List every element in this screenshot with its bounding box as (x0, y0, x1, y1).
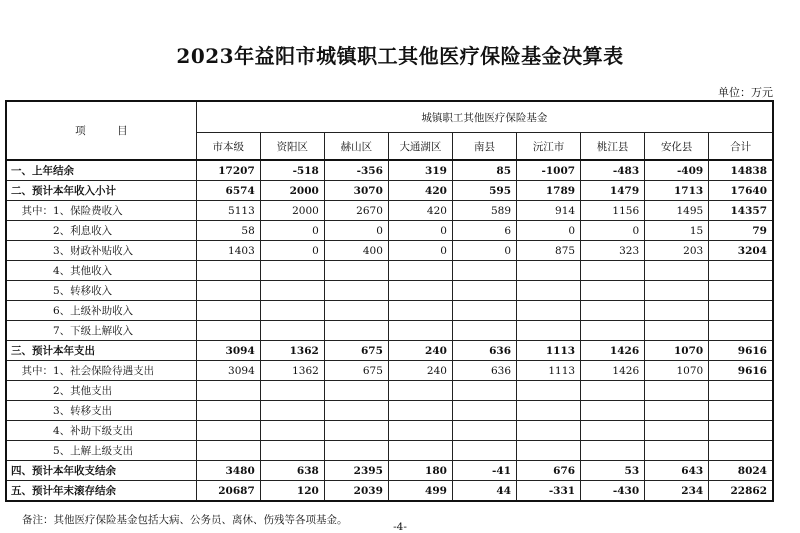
table-row (6, 281, 773, 301)
header-row-fund (6, 101, 773, 133)
value-cell (324, 441, 388, 461)
value-cell (260, 301, 324, 321)
value-cell: 6574 (196, 181, 260, 201)
row-label: 3、转移支出 (6, 401, 196, 421)
value-cell: 2039 (324, 481, 388, 502)
row-label: 3、财政补贴收入 (6, 241, 196, 261)
value-cell (645, 321, 709, 341)
value-cell: 2000 (260, 181, 324, 201)
value-cell: 2670 (324, 201, 388, 221)
value-cell (581, 281, 645, 301)
value-cell (452, 441, 516, 461)
value-cell (388, 401, 452, 421)
row-label: 6、上级补助收入 (6, 301, 196, 321)
value-cell: 1713 (645, 181, 709, 201)
value-cell: 0 (388, 241, 452, 261)
value-cell (196, 401, 260, 421)
value-cell (388, 381, 452, 401)
value-cell: 0 (324, 221, 388, 241)
value-cell: 0 (260, 221, 324, 241)
value-cell: 1113 (517, 361, 581, 381)
value-cell (388, 421, 452, 441)
value-cell: 17640 (709, 181, 773, 201)
value-cell (709, 321, 773, 341)
value-cell: 638 (260, 461, 324, 481)
value-cell: 9616 (709, 341, 773, 361)
value-cell: -41 (452, 461, 516, 481)
column-header: 桃江县 (581, 133, 645, 161)
value-cell: 636 (452, 341, 516, 361)
value-cell (517, 421, 581, 441)
fund-table (5, 100, 774, 502)
value-cell: -1007 (517, 160, 581, 181)
value-cell (517, 321, 581, 341)
fund-header: 城镇职工其他医疗保险基金 (196, 101, 773, 133)
value-cell: 589 (452, 201, 516, 221)
value-cell (517, 401, 581, 421)
value-cell: 240 (388, 341, 452, 361)
value-cell: 499 (388, 481, 452, 502)
row-label: 5、转移收入 (6, 281, 196, 301)
value-cell: 1362 (260, 361, 324, 381)
value-cell (709, 281, 773, 301)
value-cell (645, 441, 709, 461)
value-cell: 0 (452, 241, 516, 261)
value-cell (452, 261, 516, 281)
value-cell (260, 441, 324, 461)
value-cell (388, 281, 452, 301)
value-cell (709, 301, 773, 321)
value-cell (581, 381, 645, 401)
value-cell (260, 281, 324, 301)
table-row (6, 401, 773, 421)
row-label: 五、预计年末滚存结余 (6, 481, 196, 502)
value-cell: 875 (517, 241, 581, 261)
table-row (6, 301, 773, 321)
value-cell (196, 301, 260, 321)
value-cell: 15 (645, 221, 709, 241)
value-cell (196, 381, 260, 401)
column-header: 安化县 (645, 133, 709, 161)
value-cell: 2000 (260, 201, 324, 221)
column-header: 资阳区 (260, 133, 324, 161)
value-cell (517, 301, 581, 321)
value-cell (260, 421, 324, 441)
value-cell: 1070 (645, 341, 709, 361)
value-cell: 58 (196, 221, 260, 241)
value-cell (709, 441, 773, 461)
table-row (6, 201, 773, 221)
value-cell: 14357 (709, 201, 773, 221)
value-cell: -409 (645, 160, 709, 181)
value-cell: 1403 (196, 241, 260, 261)
unit-label: 单位：万元 (718, 86, 773, 99)
value-cell (645, 301, 709, 321)
row-label: 2、利息收入 (6, 221, 196, 241)
value-cell (645, 261, 709, 281)
value-cell: 1070 (645, 361, 709, 381)
row-label: 5、上解上级支出 (6, 441, 196, 461)
value-cell: 20687 (196, 481, 260, 502)
value-cell: 1495 (645, 201, 709, 221)
value-cell: 676 (517, 461, 581, 481)
table-row (6, 461, 773, 481)
value-cell: 400 (324, 241, 388, 261)
value-cell: -518 (260, 160, 324, 181)
column-header: 市本级 (196, 133, 260, 161)
value-cell: 14838 (709, 160, 773, 181)
value-cell: 3094 (196, 341, 260, 361)
value-cell: 1426 (581, 341, 645, 361)
value-cell (645, 421, 709, 441)
value-cell: 420 (388, 201, 452, 221)
value-cell: 44 (452, 481, 516, 502)
value-cell (196, 261, 260, 281)
value-cell (260, 401, 324, 421)
value-cell (709, 381, 773, 401)
value-cell (517, 441, 581, 461)
value-cell: 53 (581, 461, 645, 481)
table-row (6, 181, 773, 201)
row-label: 三、预计本年支出 (6, 341, 196, 361)
value-cell (452, 421, 516, 441)
table-row (6, 361, 773, 381)
value-cell (260, 261, 324, 281)
value-cell: 0 (581, 221, 645, 241)
value-cell: 8024 (709, 461, 773, 481)
value-cell (581, 301, 645, 321)
value-cell: 3204 (709, 241, 773, 261)
value-cell (645, 381, 709, 401)
value-cell: 1156 (581, 201, 645, 221)
row-label: 7、下级上解收入 (6, 321, 196, 341)
value-cell (324, 321, 388, 341)
value-cell (324, 301, 388, 321)
value-cell (581, 421, 645, 441)
value-cell: -483 (581, 160, 645, 181)
value-cell (645, 281, 709, 301)
row-label: 二、预计本年收入小计 (6, 181, 196, 201)
value-cell: 636 (452, 361, 516, 381)
value-cell (452, 281, 516, 301)
value-cell (260, 321, 324, 341)
value-cell (324, 381, 388, 401)
table-row (6, 221, 773, 241)
table-row (6, 321, 773, 341)
table-row (6, 241, 773, 261)
value-cell (196, 281, 260, 301)
row-label: 四、预计本年收支结余 (6, 461, 196, 481)
value-cell: 0 (517, 221, 581, 241)
value-cell: 2395 (324, 461, 388, 481)
row-label: 4、补助下级支出 (6, 421, 196, 441)
value-cell (581, 321, 645, 341)
value-cell (517, 281, 581, 301)
row-label: 一、上年结余 (6, 160, 196, 181)
value-cell: -356 (324, 160, 388, 181)
value-cell: -331 (517, 481, 581, 502)
value-cell: 1113 (517, 341, 581, 361)
row-label: 4、其他收入 (6, 261, 196, 281)
row-label: 其中：1、社会保险待遇支出 (6, 361, 196, 381)
table-row (6, 341, 773, 361)
value-cell: 240 (388, 361, 452, 381)
column-header: 合计 (709, 133, 773, 161)
table-row (6, 441, 773, 461)
value-cell (196, 421, 260, 441)
value-cell (388, 301, 452, 321)
value-cell (196, 321, 260, 341)
value-cell: 5113 (196, 201, 260, 221)
value-cell: 420 (388, 181, 452, 201)
value-cell (709, 261, 773, 281)
item-column-header: 项 目 (6, 101, 196, 160)
value-cell (324, 261, 388, 281)
value-cell (388, 261, 452, 281)
value-cell: 1789 (517, 181, 581, 201)
value-cell (709, 421, 773, 441)
value-cell: 9616 (709, 361, 773, 381)
value-cell (581, 441, 645, 461)
value-cell (324, 401, 388, 421)
page-title: 2023年益阳市城镇职工其他医疗保险基金决算表 (176, 44, 624, 68)
table-row (6, 261, 773, 281)
column-header: 大通湖区 (388, 133, 452, 161)
value-cell (324, 281, 388, 301)
value-cell (581, 401, 645, 421)
footnote: 备注：其他医疗保险基金包括大病、公务员、离休、伤残等各项基金。 (22, 514, 348, 526)
value-cell: 3070 (324, 181, 388, 201)
value-cell: 675 (324, 341, 388, 361)
value-cell (581, 261, 645, 281)
value-cell: 17207 (196, 160, 260, 181)
value-cell: 234 (645, 481, 709, 502)
table-row (6, 381, 773, 401)
table-row (6, 160, 773, 181)
value-cell (324, 421, 388, 441)
value-cell (645, 401, 709, 421)
value-cell: 319 (388, 160, 452, 181)
value-cell: 1479 (581, 181, 645, 201)
value-cell (452, 381, 516, 401)
value-cell (709, 401, 773, 421)
value-cell (196, 441, 260, 461)
row-label: 其中：1、保险费收入 (6, 201, 196, 221)
value-cell (517, 261, 581, 281)
value-cell: 79 (709, 221, 773, 241)
value-cell (388, 321, 452, 341)
value-cell: 120 (260, 481, 324, 502)
value-cell: 1426 (581, 361, 645, 381)
value-cell: -430 (581, 481, 645, 502)
value-cell: 643 (645, 461, 709, 481)
value-cell (388, 441, 452, 461)
value-cell: 6 (452, 221, 516, 241)
value-cell: 595 (452, 181, 516, 201)
column-header: 沅江市 (517, 133, 581, 161)
column-header: 南县 (452, 133, 516, 161)
page-number: -4- (393, 521, 407, 533)
value-cell: 323 (581, 241, 645, 261)
value-cell: 3094 (196, 361, 260, 381)
value-cell: 1362 (260, 341, 324, 361)
value-cell: 3480 (196, 461, 260, 481)
value-cell (452, 321, 516, 341)
table-row (6, 421, 773, 441)
row-label: 2、其他支出 (6, 381, 196, 401)
value-cell (517, 381, 581, 401)
value-cell: 22862 (709, 481, 773, 502)
value-cell (452, 301, 516, 321)
value-cell: 914 (517, 201, 581, 221)
value-cell: 0 (388, 221, 452, 241)
value-cell (260, 381, 324, 401)
column-header: 赫山区 (324, 133, 388, 161)
value-cell: 180 (388, 461, 452, 481)
value-cell: 0 (260, 241, 324, 261)
table-row (6, 481, 773, 502)
value-cell (452, 401, 516, 421)
value-cell: 203 (645, 241, 709, 261)
value-cell: 675 (324, 361, 388, 381)
value-cell: 85 (452, 160, 516, 181)
